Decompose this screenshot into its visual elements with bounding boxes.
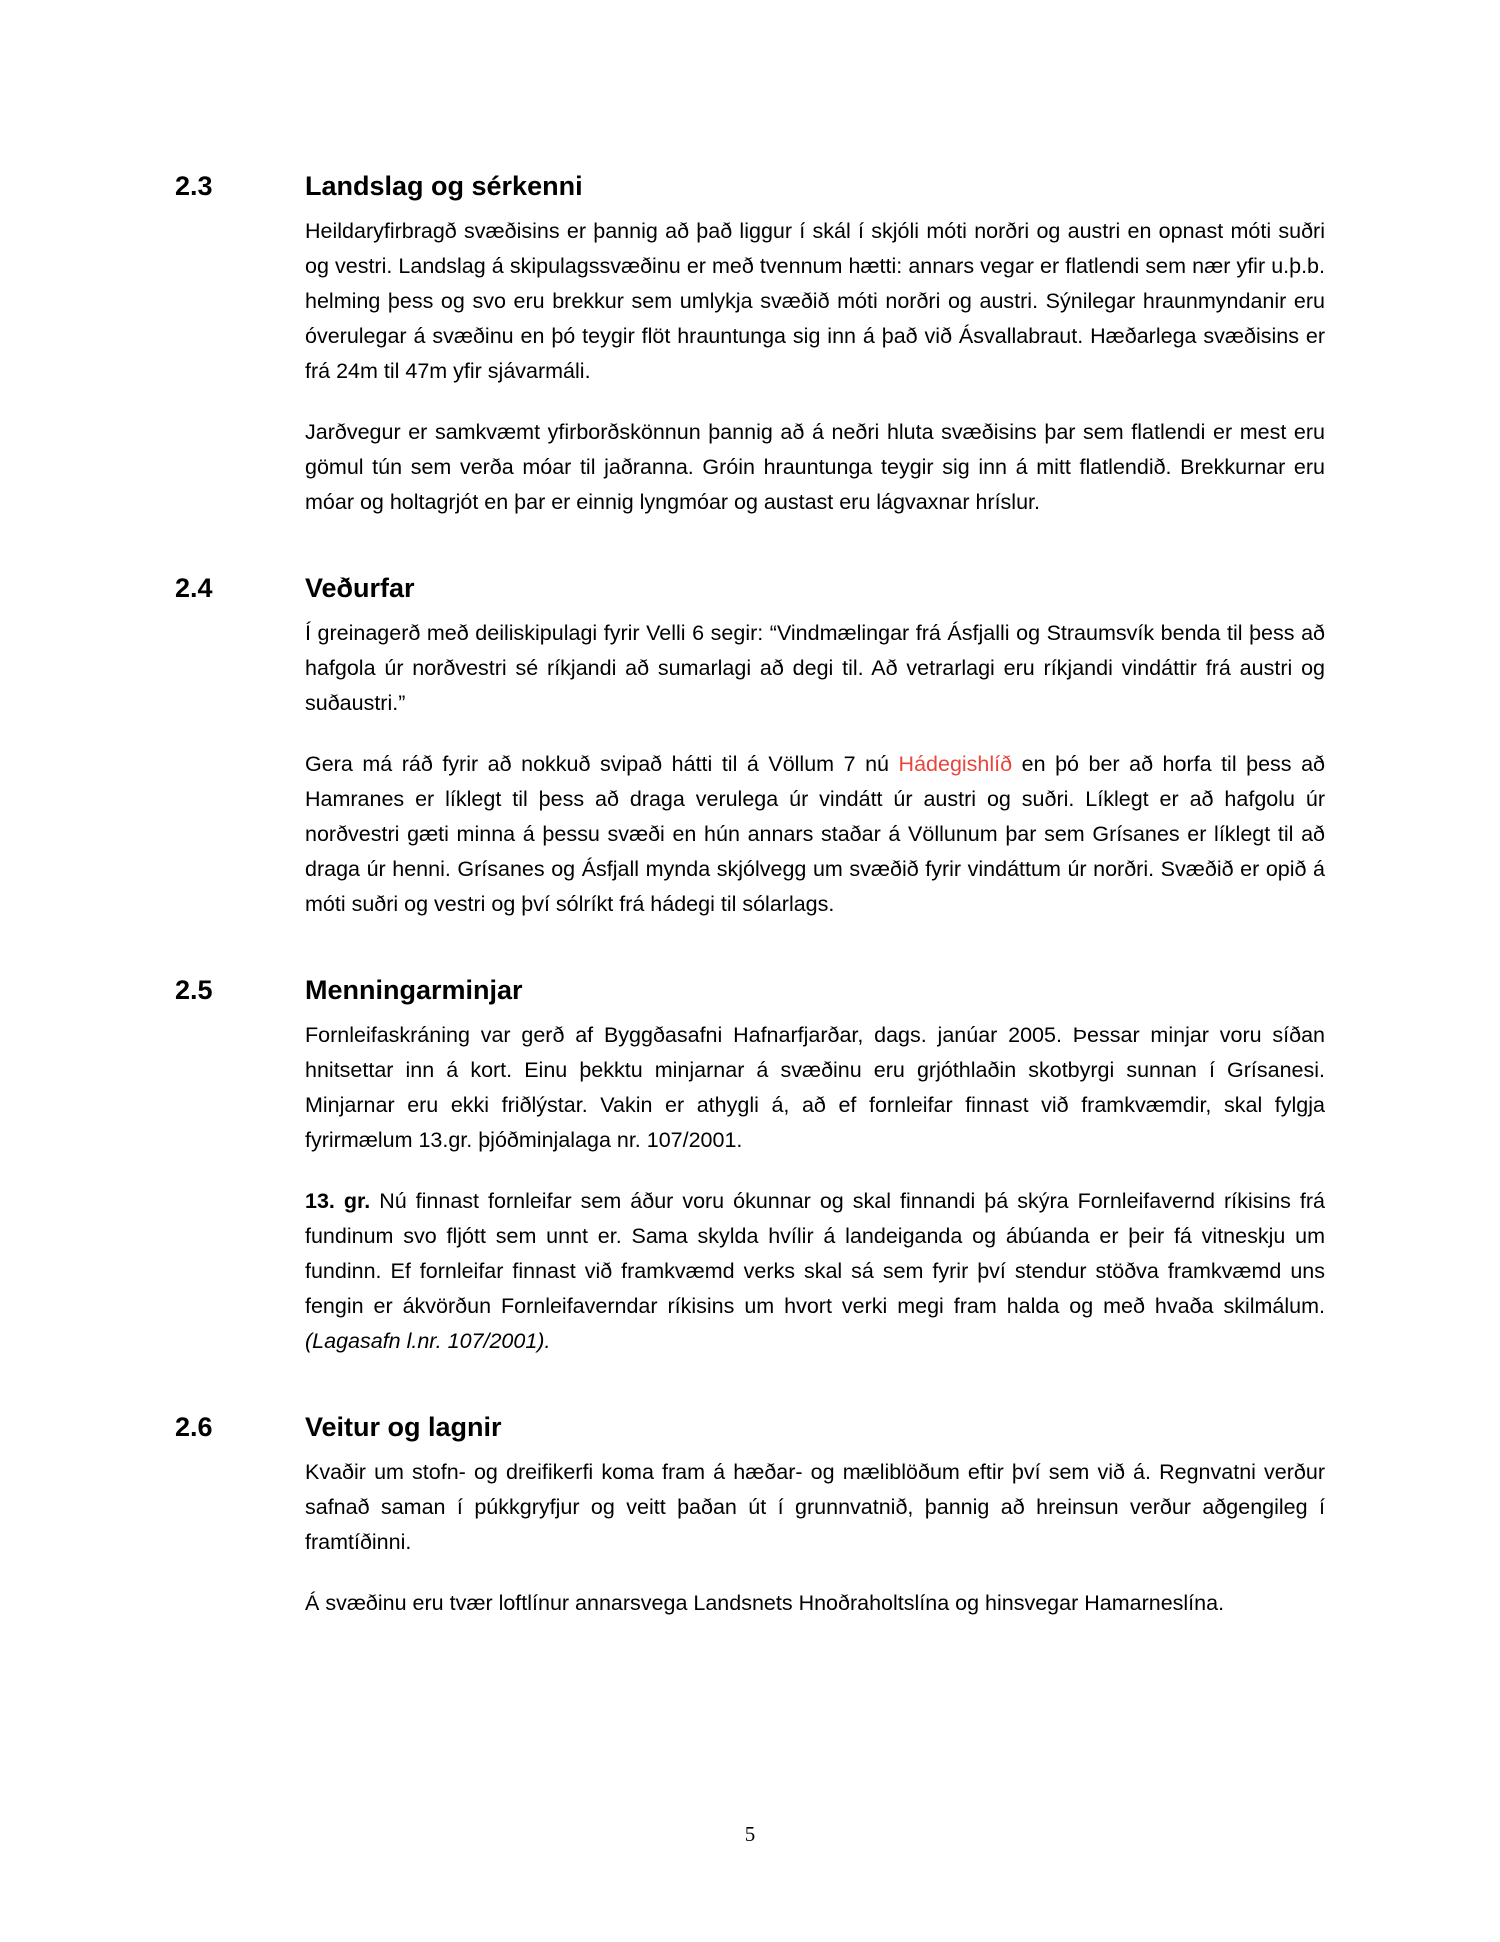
- law-source-reference: (Lagasafn l.nr. 107/2001).: [305, 1329, 551, 1353]
- law-article-number: 13. gr.: [305, 1188, 371, 1213]
- section-2-4: [175, 572, 1325, 922]
- paragraph: Heildaryfirbragð svæðisins er þannig að það liggur í skál í skjóli móti norðri og austri en opnast móti suðri og vestri. Landslag á skipulagssvæðinu er með tvennum hætti: annars vegar er flatlendi sem nær yfir u.þ.b. helming þess og svo eru brekkur sem umlykja svæðið móti norðri og austri. Sýnilegar hraunmyndanir eru óverulegar á svæðinu en þó teygir flöt hrauntunga sig inn á það við Ásvallabraut. Hæðarlega svæðisins er frá 24m til 47m yfir sjávarmáli.: [305, 218, 1325, 383]
- section-2-6-heading: [175, 1411, 1325, 1445]
- paragraph: Kvaðir um stofn- og dreifikerfi koma fram á hæðar- og mæliblöðum eftir því sem við á. Regnvatni verður safnað saman í púkkgryfjur og veitt þaðan út í grunnvatnið, þannig að hreinsun verður aðgengileg í framtíðinni.: [305, 1459, 1325, 1554]
- section-2-4-number: 2.4: [175, 573, 213, 603]
- section-2-4-body: [305, 616, 1325, 922]
- section-2-5-heading: [175, 974, 1325, 1008]
- paragraph-with-highlight: [305, 747, 1325, 922]
- section-2-5: [175, 974, 1325, 1359]
- section-2-5-title: Menningarminjar: [305, 975, 523, 1005]
- spacer: [175, 520, 1325, 572]
- section-2-3-body: [305, 214, 1325, 520]
- section-2-6-title: Veitur og lagnir: [305, 1412, 502, 1443]
- law-article-text: Nú finnast fornleifar sem áður voru ókunnar og skal finnandi þá skýra Fornleifavernd ríkisins frá fundinum svo fljótt sem unnt er. Sama skylda hvílir á landeiganda og ábúanda er þeir fá vitneskju um fundinn. Ef fornleifar finnast við framkvæmd verks skal sá sem fyrir því stendur stöðva framkvæmd uns fengin er ákvörðun Fornleifaverndar ríkisins um hvort verki megi fram halda og með hvaða skilmálum.: [305, 1188, 1326, 1318]
- paragraph-text-post: en þó ber að horfa til þess að Hamranes er líklegt til þess að draga verulega úr vindátt úr austri og suðri. Líklegt er að hafgolu úr norðvestri gæti minna á þessu svæði en hún annars staðar á Völlunum þar sem Grísanes er líklegt til að draga úr henni. Grísanes og Ásfjall mynda skjólvegg um svæðið fyrir vindáttum úr norðri. Svæðið er opið á móti suðri og vestri og því sólríkt frá hádegi til sólarlags.: [305, 751, 1325, 916]
- section-2-5-body: [305, 1018, 1325, 1359]
- section-2-6-number: 2.6: [175, 1412, 213, 1443]
- paragraph-text-pre: Gera má ráð fyrir að nokkuð svipað hátti til á Völlum 7 nú: [305, 751, 899, 776]
- paragraph: Jarðvegur er samkvæmt yfirborðskönnun þannig að á neðri hluta svæðisins þar sem flatlendi er mest eru gömul tún sem verða móar til jaðranna. Gróin hrauntunga teygir sig inn á mitt flatlendið. Brekkurnar eru móar og holtagrjót en þar er einnig lyngmóar og austast eru lágvaxnar hríslur.: [305, 419, 1325, 514]
- highlighted-term: Hádegishlíð: [898, 751, 1013, 776]
- section-2-3: [175, 170, 1325, 520]
- section-2-4-title: Veðurfar: [305, 573, 415, 603]
- paragraph: Á svæðinu eru tvær loftlínur annarsvega Landsnets Hnoðraholtslína og hinsvegar Hamarneslína.: [305, 1590, 1225, 1615]
- section-2-3-number: 2.3: [175, 171, 213, 201]
- paragraph-law-citation: [305, 1184, 1325, 1359]
- section-2-4-heading: [175, 572, 1325, 606]
- section-2-5-number: 2.5: [175, 975, 213, 1005]
- section-2-3-title: Landslag og sérkenni: [305, 171, 583, 201]
- page-number: 5: [744, 1822, 756, 1846]
- section-2-3-heading: [175, 170, 1325, 204]
- paragraph: Fornleifaskráning var gerð af Byggðasafni Hafnarfjarðar, dags. janúar 2005. Þessar minjar voru síðan hnitsettar inn á kort. Einu þekktu minjarnar á svæðinu eru grjóthlaðin skotbyrgi sunnan í Grísanesi. Minjarnar eru ekki friðlýstar. Vakin er athygli á, að ef fornleifar finnast við framkvæmdir, skal fylgja fyrirmælum 13.gr. þjóðminjalaga nr. 107/2001.: [305, 1022, 1325, 1152]
- paragraph: Í greinagerð með deiliskipulagi fyrir Velli 6 segir: “Vindmælingar frá Ásfjalli og Straumsvík benda til þess að hafgola úr norðvestri sé ríkjandi að sumarlagi að degi til. Að vetrarlagi eru ríkjandi vindáttir frá austri og suðaustri.”: [305, 620, 1325, 715]
- spacer: [175, 922, 1325, 974]
- section-2-6: [175, 1411, 1325, 1621]
- spacer: [175, 1359, 1325, 1411]
- section-2-6-body: [305, 1455, 1325, 1621]
